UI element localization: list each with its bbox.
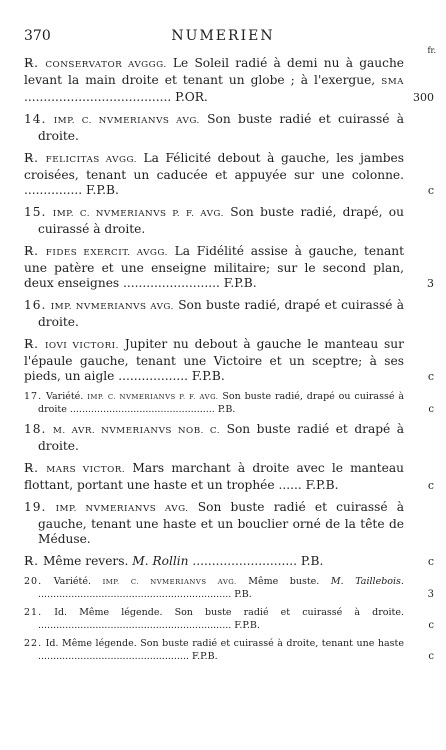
coin-entry [24, 500, 434, 547]
page-title: NUMERIEN [171, 28, 275, 44]
description: Même légende. Son buste radié et cuirassé à droite, tenant une haste [62, 638, 404, 649]
reference-group [192, 554, 323, 568]
rarity-value: c [427, 370, 434, 383]
entry-number: 20. [24, 576, 43, 587]
leader-dots: ......................... [123, 276, 220, 290]
rarity-value: c [427, 479, 434, 492]
reference-group [38, 589, 252, 600]
legend-inscription: IMP. C. NVMERIANVS AVG. [102, 578, 237, 586]
description: Son buste radié, drapé ou cuirassé à droite [38, 391, 404, 415]
entry-text [24, 337, 434, 384]
reference-code: F.P.B. [234, 619, 260, 631]
coin-entry [24, 298, 434, 330]
reference-group [24, 90, 208, 104]
reverse-marker: R̶. [24, 244, 40, 258]
reference-group [38, 651, 218, 662]
reference-group [278, 478, 338, 492]
description: Son buste radié et cuirassé à droite. [38, 112, 405, 143]
rarity-value: 300 [413, 91, 434, 104]
reference-code: P.B. [217, 403, 236, 415]
value-column-head: fr. [427, 46, 436, 55]
entry-number: 15. [24, 205, 47, 219]
catalogue-entries [24, 56, 434, 669]
entry-text [24, 112, 434, 144]
entry-number: 21. [24, 607, 43, 618]
entry-text [24, 56, 434, 105]
description: Même revers. [42, 554, 129, 568]
leader-dots: ................................................ [69, 403, 215, 415]
legend-inscription: M. AVR. NVMERIANVS NOB. C. [52, 426, 221, 436]
page-number: 370 [24, 28, 51, 44]
entry-text [24, 576, 434, 601]
coin-entry [24, 391, 434, 416]
entry-number: 22. [24, 638, 43, 649]
entry-prefix: Id. [54, 607, 68, 618]
entry-text [24, 607, 434, 632]
entry-text [24, 298, 434, 330]
reverse-entry [24, 151, 434, 198]
entry-text [24, 554, 434, 569]
entry-text [24, 461, 434, 493]
description: Même buste. [248, 576, 320, 587]
legend-inscription: IMP. C. NVMERIANVS P. F. AVG. [52, 209, 224, 219]
rarity-value: c [428, 403, 434, 415]
entry-number: 16. [24, 298, 47, 312]
reverse-marker: R̶. [24, 151, 40, 165]
legend-inscription: IMP. C. NVMERIANVS AVG. [53, 116, 200, 126]
legend-inscription: MARS VICTOR. [46, 465, 126, 475]
reference-code: F.P.B. [223, 276, 257, 290]
description: La Fidélité assise à gauche, tenant une patère et une enseigne militaire; sur le second plan, deux enseignes [24, 244, 405, 290]
reference-group [70, 404, 235, 415]
exergue-mark: SMA [381, 77, 404, 87]
legend-inscription: IOVI VICTORI. [44, 341, 119, 351]
reference-code: P.B. [300, 554, 324, 568]
reference-group [118, 369, 224, 383]
description: Le Soleil radié à demi nu à gauche levant la main droite et tenant un globe ; à l'exergue, [24, 56, 405, 87]
coin-entry [24, 607, 434, 632]
reference-code: F.P.B. [305, 478, 339, 492]
reference-code: F.P.B. [192, 650, 218, 662]
reference-group [123, 276, 257, 290]
legend-inscription: IMP. NVMERIANVS AVG. [50, 302, 174, 312]
reverse-entry [24, 244, 434, 291]
reference-group [24, 183, 119, 197]
legend-inscription: IMP. C. NVMERIANVS P. F. AVG. [87, 393, 219, 401]
coin-entry [24, 638, 434, 663]
description: Son buste radié, drapé et cuirassé à droite. [38, 298, 405, 329]
collection-name: M. Taillebois. [330, 576, 404, 587]
reference-code: F.P.B. [86, 183, 119, 197]
description: Mars marchant à droite avec le manteau flottant, portant une haste et un trophée [24, 461, 405, 492]
legend-inscription: FIDES EXERCIT. AVGG. [45, 248, 168, 258]
entry-text [24, 205, 434, 237]
reverse-marker: R̶. [24, 337, 40, 351]
reference-code: P.OR. [175, 90, 208, 104]
description: La Félicité debout à gauche, les jambes croisées, tenant un caducée et appuyée sur une colonne. [24, 151, 405, 182]
description: Son buste radié, drapé, ou cuirassé à droite. [38, 205, 404, 236]
rarity-value: 3 [427, 277, 434, 290]
rarity-value: c [427, 184, 434, 197]
leader-dots: ...................................... [24, 90, 172, 104]
entry-prefix: Id. [45, 638, 59, 649]
leader-dots: .................. [118, 369, 188, 383]
reference-code: F.P.B. [191, 369, 225, 383]
leader-dots: .................................................. [38, 650, 189, 662]
coin-entry [24, 576, 434, 601]
entry-number: 18. [24, 422, 47, 436]
description: Son buste radié et cuirassé à gauche, tenant une haste et un bouclier orné de la tête de Méduse. [38, 500, 405, 546]
rarity-value: 3 [427, 588, 434, 600]
entry-text [24, 422, 434, 454]
reverse-marker: R̶. [24, 461, 40, 475]
entry-number: 17. [24, 391, 43, 402]
reverse-marker: R̶. [24, 554, 40, 568]
reverse-entry [24, 554, 434, 569]
entry-number: 19. [24, 500, 47, 514]
description: Même légende. Son buste radié et cuirassé à droite. [79, 607, 404, 618]
entry-prefix: Variété. [46, 391, 84, 402]
description: Son buste radié et drapé à droite. [38, 422, 405, 453]
reverse-entry [24, 337, 434, 384]
legend-inscription: CONSERVATOR AVGGG. [45, 60, 167, 70]
leader-dots: ............... [24, 183, 83, 197]
reference-code: P.B. [234, 588, 252, 600]
entry-text [24, 244, 434, 291]
legend-inscription: FELICITAS AVGG. [45, 155, 137, 165]
rarity-value: c [428, 619, 434, 631]
leader-dots: ........................... [192, 554, 298, 568]
legend-inscription: IMP. NVMERIANVS AVG. [55, 504, 189, 514]
rarity-value: c [427, 555, 434, 568]
entry-text [24, 391, 434, 416]
entry-prefix: Variété. [53, 576, 92, 587]
description: Jupiter nu debout à gauche le manteau sur l'épaule gauche, tenant une Victoire et un sceptre; à ses pieds, un aigle [24, 337, 404, 383]
leader-dots: ...... [278, 478, 302, 492]
entry-number: 14. [24, 112, 47, 126]
collection-name: M. Rollin [132, 554, 189, 568]
page-header [24, 28, 422, 48]
rarity-value: c [428, 650, 434, 662]
reference-group [38, 620, 260, 631]
entry-text [24, 638, 434, 663]
coin-entry [24, 205, 434, 237]
entry-text [24, 500, 434, 547]
reverse-entry [24, 56, 434, 105]
leader-dots: ................................................................ [38, 619, 232, 631]
entry-text [24, 151, 434, 198]
reverse-entry [24, 461, 434, 493]
coin-entry [24, 112, 434, 144]
leader-dots: ................................................................ [38, 588, 232, 600]
coin-entry [24, 422, 434, 454]
reverse-marker: R̶. [24, 56, 40, 70]
